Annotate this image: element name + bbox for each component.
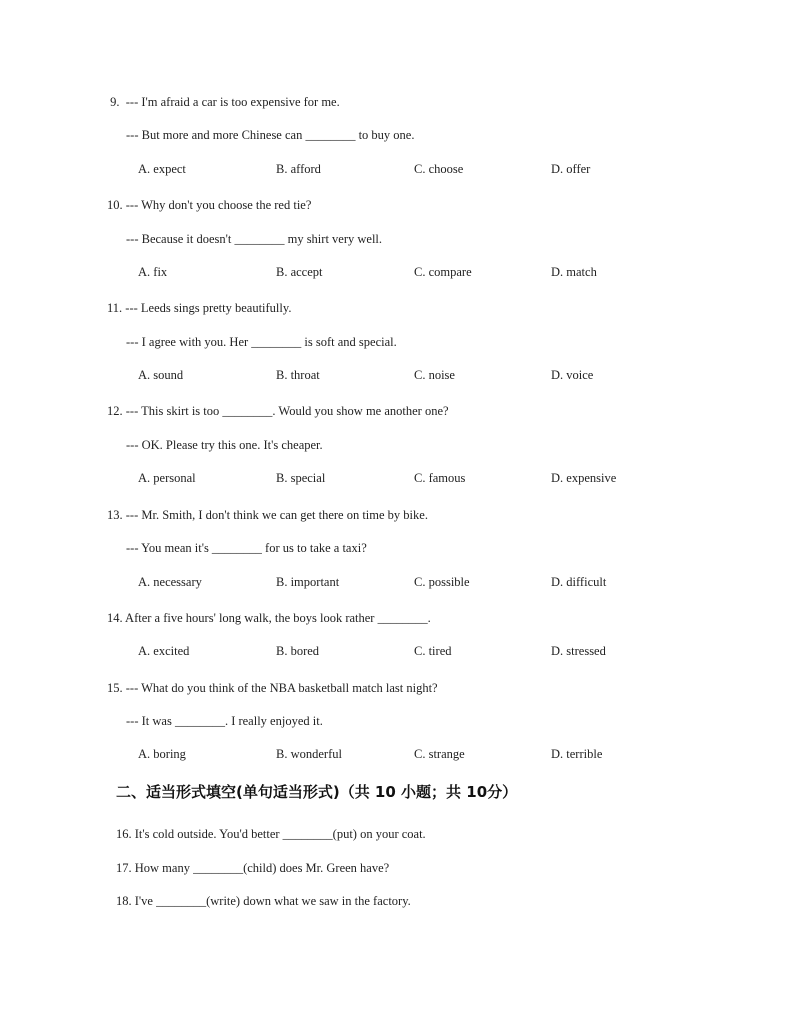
option-c: C. famous bbox=[414, 471, 466, 485]
option-a: A. expect bbox=[138, 162, 186, 176]
option-c: C. compare bbox=[414, 265, 472, 279]
option-b: B. accept bbox=[276, 265, 323, 279]
option-b: B. afford bbox=[276, 162, 321, 176]
option-d: D. expensive bbox=[551, 471, 617, 485]
option-b: B. throat bbox=[276, 368, 320, 382]
question-stem: 14. After a five hours' long walk, the boys look rather ________. bbox=[107, 611, 431, 625]
question-reply: --- OK. Please try this one. It's cheaper. bbox=[126, 438, 323, 452]
fill-in-item: 18. I've ________(write) down what we saw in the factory. bbox=[116, 894, 411, 908]
question-stem: 9. --- I'm afraid a car is too expensive for me. bbox=[107, 95, 340, 109]
option-d: D. terrible bbox=[551, 747, 603, 761]
question-reply: --- You mean it's ________ for us to take a taxi? bbox=[126, 541, 367, 555]
question-stem: 11. --- Leeds sings pretty beautifully. bbox=[107, 301, 292, 315]
option-c: C. tired bbox=[414, 644, 452, 658]
option-d: D. voice bbox=[551, 368, 594, 382]
option-c: C. choose bbox=[414, 162, 464, 176]
option-d: D. difficult bbox=[551, 575, 607, 589]
option-b: B. wonderful bbox=[276, 747, 342, 761]
question-stem: 10. --- Why don't you choose the red tie? bbox=[107, 198, 312, 212]
question-reply: --- But more and more Chinese can ________ to buy one. bbox=[126, 128, 415, 142]
option-a: A. excited bbox=[138, 644, 190, 658]
question-stem: 12. --- This skirt is too ________. Would you show me another one? bbox=[107, 404, 449, 418]
option-d: D. offer bbox=[551, 162, 591, 176]
option-c: C. possible bbox=[414, 575, 470, 589]
option-d: D. match bbox=[551, 265, 597, 279]
option-b: B. special bbox=[276, 471, 326, 485]
option-a: A. personal bbox=[138, 471, 196, 485]
question-stem: 13. --- Mr. Smith, I don't think we can get there on time by bike. bbox=[107, 508, 428, 522]
option-c: C. strange bbox=[414, 747, 465, 761]
option-a: A. sound bbox=[138, 368, 184, 382]
option-d: D. stressed bbox=[551, 644, 606, 658]
option-b: B. bored bbox=[276, 644, 320, 658]
option-a: A. fix bbox=[138, 265, 168, 279]
section-title: 二、适当形式填空(单句适当形式)（共 10 小题；共 10分） bbox=[116, 783, 518, 801]
fill-in-item: 16. It's cold outside. You'd better ________(put) on your coat. bbox=[116, 827, 426, 841]
option-a: A. necessary bbox=[138, 575, 202, 589]
question-reply: --- I agree with you. Her ________ is soft and special. bbox=[126, 335, 397, 349]
fill-in-item: 17. How many ________(child) does Mr. Green have? bbox=[116, 861, 390, 875]
question-stem: 15. --- What do you think of the NBA basketball match last night? bbox=[107, 681, 438, 695]
question-reply: --- Because it doesn't ________ my shirt very well. bbox=[126, 232, 383, 246]
question-reply: --- It was ________. I really enjoyed it. bbox=[126, 714, 323, 728]
option-a: A. boring bbox=[138, 747, 186, 761]
option-b: B. important bbox=[276, 575, 340, 589]
option-c: C. noise bbox=[414, 368, 455, 382]
